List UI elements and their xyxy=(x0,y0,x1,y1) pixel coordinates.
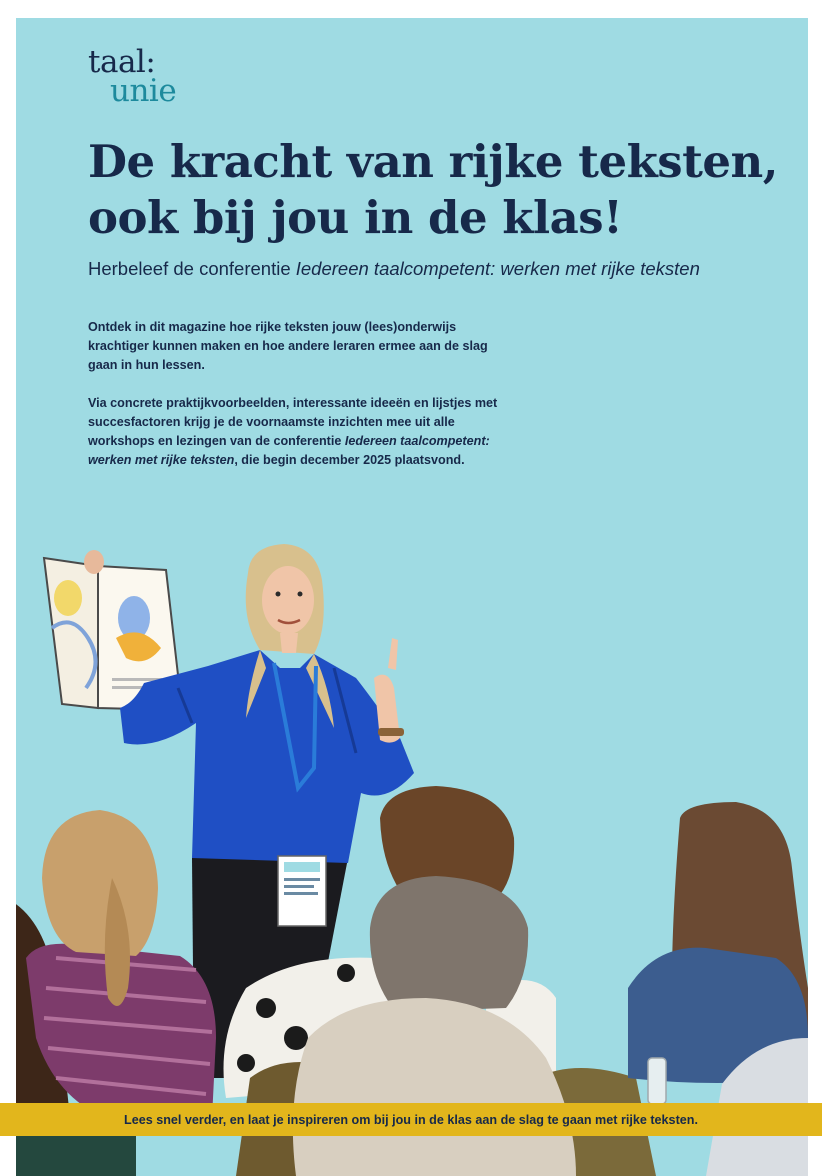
intro-text xyxy=(88,318,508,489)
conference-photo xyxy=(16,518,808,1176)
logo-line-2: unie xyxy=(110,73,177,110)
title-line-2: ook bij jou in de klas! xyxy=(88,191,623,244)
intro-paragraph-2 xyxy=(88,394,508,470)
page-title xyxy=(88,134,788,246)
title-line-1: De kracht van rijke teksten, xyxy=(88,135,778,188)
logo-line-1: taal: xyxy=(88,44,156,80)
intro-paragraph-2-end: , die begin december 2025 plaatsvond. xyxy=(234,453,465,467)
speaker-left-hand xyxy=(84,550,104,574)
subtitle-conference-name: Iedereen taalcompetent: werken met rijke teksten xyxy=(295,258,700,279)
banner-text: Lees snel verder, en laat je inspireren om bij jou in de klas aan de slag te gaan met rijke teksten. xyxy=(124,1112,698,1127)
taalunie-logo xyxy=(88,44,177,110)
bottom-banner xyxy=(0,1103,822,1136)
magazine-cover xyxy=(16,18,808,1176)
subtitle-prefix: Herbeleef de conferentie xyxy=(88,258,296,279)
intro-paragraph-2-start: Via concrete praktijkvoorbeelden, interessante ideeën en lijstjes met succesfactoren krijg je de voornaamste inzichten mee uit alle workshops en lezingen van de conferentie xyxy=(88,396,498,448)
intro-paragraph-1: Ontdek in dit magazine hoe rijke teksten jouw (lees)onderwijs krachtiger kunnen maken en hoe andere leraren ermee aan de slag gaan in hun lessen. xyxy=(88,320,488,372)
intro-conference-name: Iedereen taalcompetent: werken met rijke teksten xyxy=(88,434,490,467)
subtitle xyxy=(88,258,788,280)
